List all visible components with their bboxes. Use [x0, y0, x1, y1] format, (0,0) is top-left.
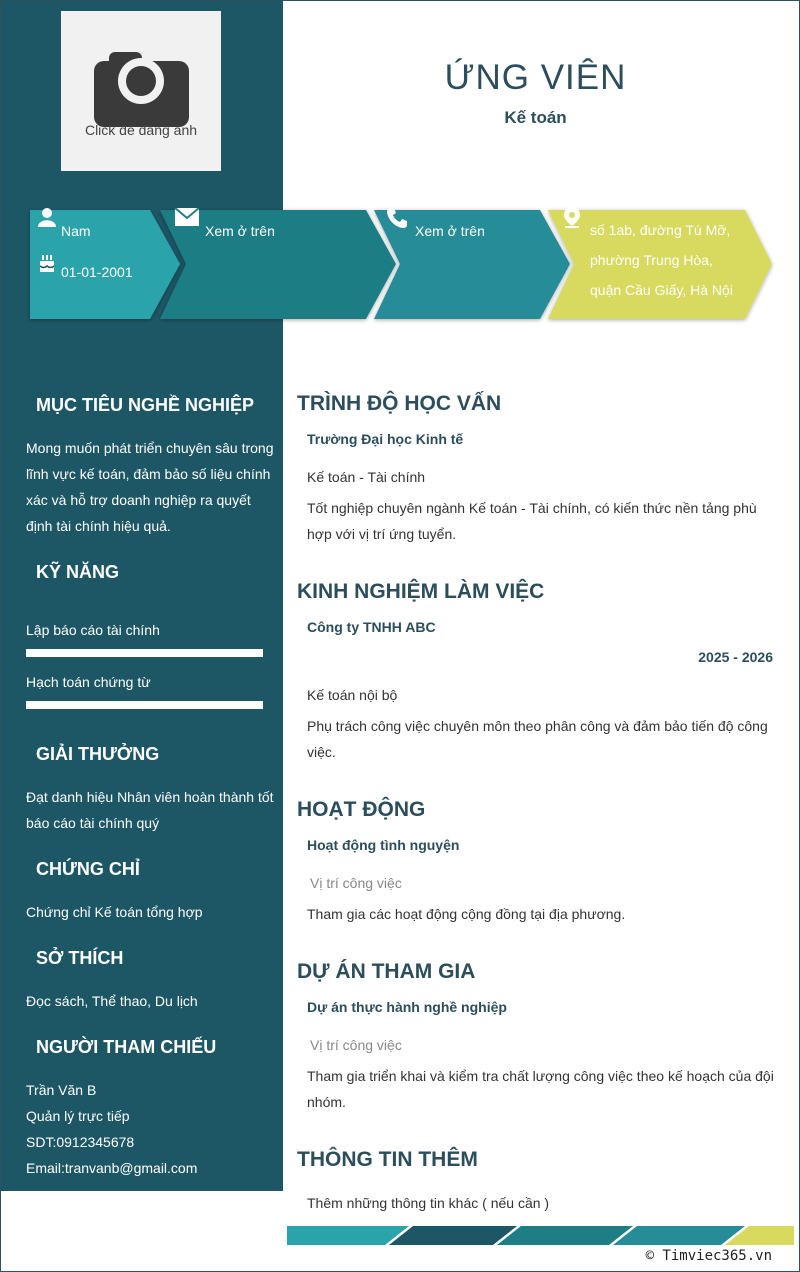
photo-upload[interactable]: [61, 11, 221, 171]
activities-heading: HOẠT ĐỘNG: [297, 798, 426, 821]
experience-description: Phụ trách công việc chuyên môn theo phân công và đảm bảo tiến độ công việc.: [307, 718, 768, 760]
experience-role: Kế toán nội bộ: [307, 687, 398, 703]
activity-name: Hoạt động tình nguyện: [307, 837, 460, 853]
skill-level-bar: [26, 649, 263, 657]
extra-info-text: Thêm những thông tin khác ( nếu cần ): [307, 1195, 550, 1211]
envelope-icon: [175, 208, 199, 226]
user-icon: [38, 207, 56, 227]
references-heading: NGƯỜI THAM CHIẾU: [36, 1037, 217, 1057]
objective-heading: MỤC TIÊU NGHỀ NGHIỆP: [36, 395, 255, 415]
extra-info-heading: THÔNG TIN THÊM: [297, 1148, 478, 1171]
phone-value: Xem ở trên: [415, 223, 485, 239]
education-description: Tốt nghiệp chuyên ngành Kế toán - Tài chính, có kiến thức nền tảng phù hợp với vị trí ứng tuyển.: [307, 500, 757, 542]
birthday-value: 01-01-2001: [61, 264, 133, 280]
activity-description: Tham gia các hoạt động cộng đồng tại địa phương.: [307, 906, 626, 922]
hobbies-text: Đọc sách, Thể thao, Du lịch: [26, 993, 198, 1009]
projects-heading: DỰ ÁN THAM GIA: [297, 960, 476, 983]
address-value: số 1ab, đường Tú Mỡ, phường Trung Hòa, quận Cầu Giấy, Hà Nội: [590, 222, 733, 298]
band-segment-email: [160, 210, 396, 319]
experience-company: Công ty TNHH ABC: [307, 619, 436, 635]
gender-value: Nam: [61, 223, 91, 239]
candidate-name: ỨNG VIÊN: [444, 58, 627, 97]
reference-email: Email:tranvanb@gmail.com: [26, 1160, 198, 1176]
copyright-text: © Timviec365.vn: [645, 1248, 772, 1264]
skills-heading: KỸ NĂNG: [36, 562, 120, 582]
birthday-cake-icon: [38, 252, 56, 272]
education-school: Trường Đại học Kinh tế: [307, 431, 464, 447]
skill-name: Hạch toán chứng từ: [26, 674, 151, 690]
location-pin-icon: [563, 207, 581, 229]
experience-period: 2025 - 2026: [698, 649, 773, 665]
hobbies-heading: SỞ THÍCH: [36, 948, 124, 968]
reference-name: Trần Văn B: [26, 1082, 97, 1098]
education-heading: TRÌNH ĐỘ HỌC VẤN: [297, 392, 502, 415]
education-major: Kế toán - Tài chính: [307, 469, 426, 485]
photo-upload-label: Click để đăng ảnh: [84, 122, 198, 138]
objective-text: Mong muốn phát triển chuyên sâu trong lĩnh vực kế toán, đảm bảo số liệu chính xác và hỗ trợ doanh nghiệp ra quyết định tài chính hiệu quả.: [26, 440, 274, 534]
skill-level-bar: [26, 701, 263, 709]
candidate-position: Kế toán: [504, 108, 567, 127]
project-role: Vị trí công việc: [310, 1037, 402, 1053]
reference-phone: SDT:0912345678: [26, 1134, 135, 1150]
project-name: Dự án thực hành nghề nghiệp: [307, 999, 507, 1015]
camera-icon: [61, 11, 221, 171]
reference-role: Quản lý trực tiếp: [26, 1108, 130, 1124]
certificates-text: Chứng chỉ Kế toán tổng hợp: [26, 904, 203, 920]
email-value: Xem ở trên: [205, 223, 275, 239]
awards-heading: GIẢI THƯỞNG: [36, 744, 160, 764]
skill-name: Lập báo cáo tài chính: [26, 622, 160, 638]
footer-stripe: [287, 1226, 794, 1245]
activity-role: Vị trí công việc: [310, 875, 402, 891]
awards-text: Đạt danh hiệu Nhân viên hoàn thành tốt báo cáo tài chính quý: [26, 789, 274, 831]
phone-icon: [386, 207, 408, 229]
address-field: [590, 215, 740, 318]
project-description: Tham gia triển khai và kiểm tra chất lượng công việc theo kế hoạch của đội nhóm.: [307, 1068, 774, 1110]
experience-heading: KINH NGHIỆM LÀM VIỆC: [297, 580, 545, 603]
certificates-heading: CHỨNG CHỈ: [36, 859, 140, 879]
